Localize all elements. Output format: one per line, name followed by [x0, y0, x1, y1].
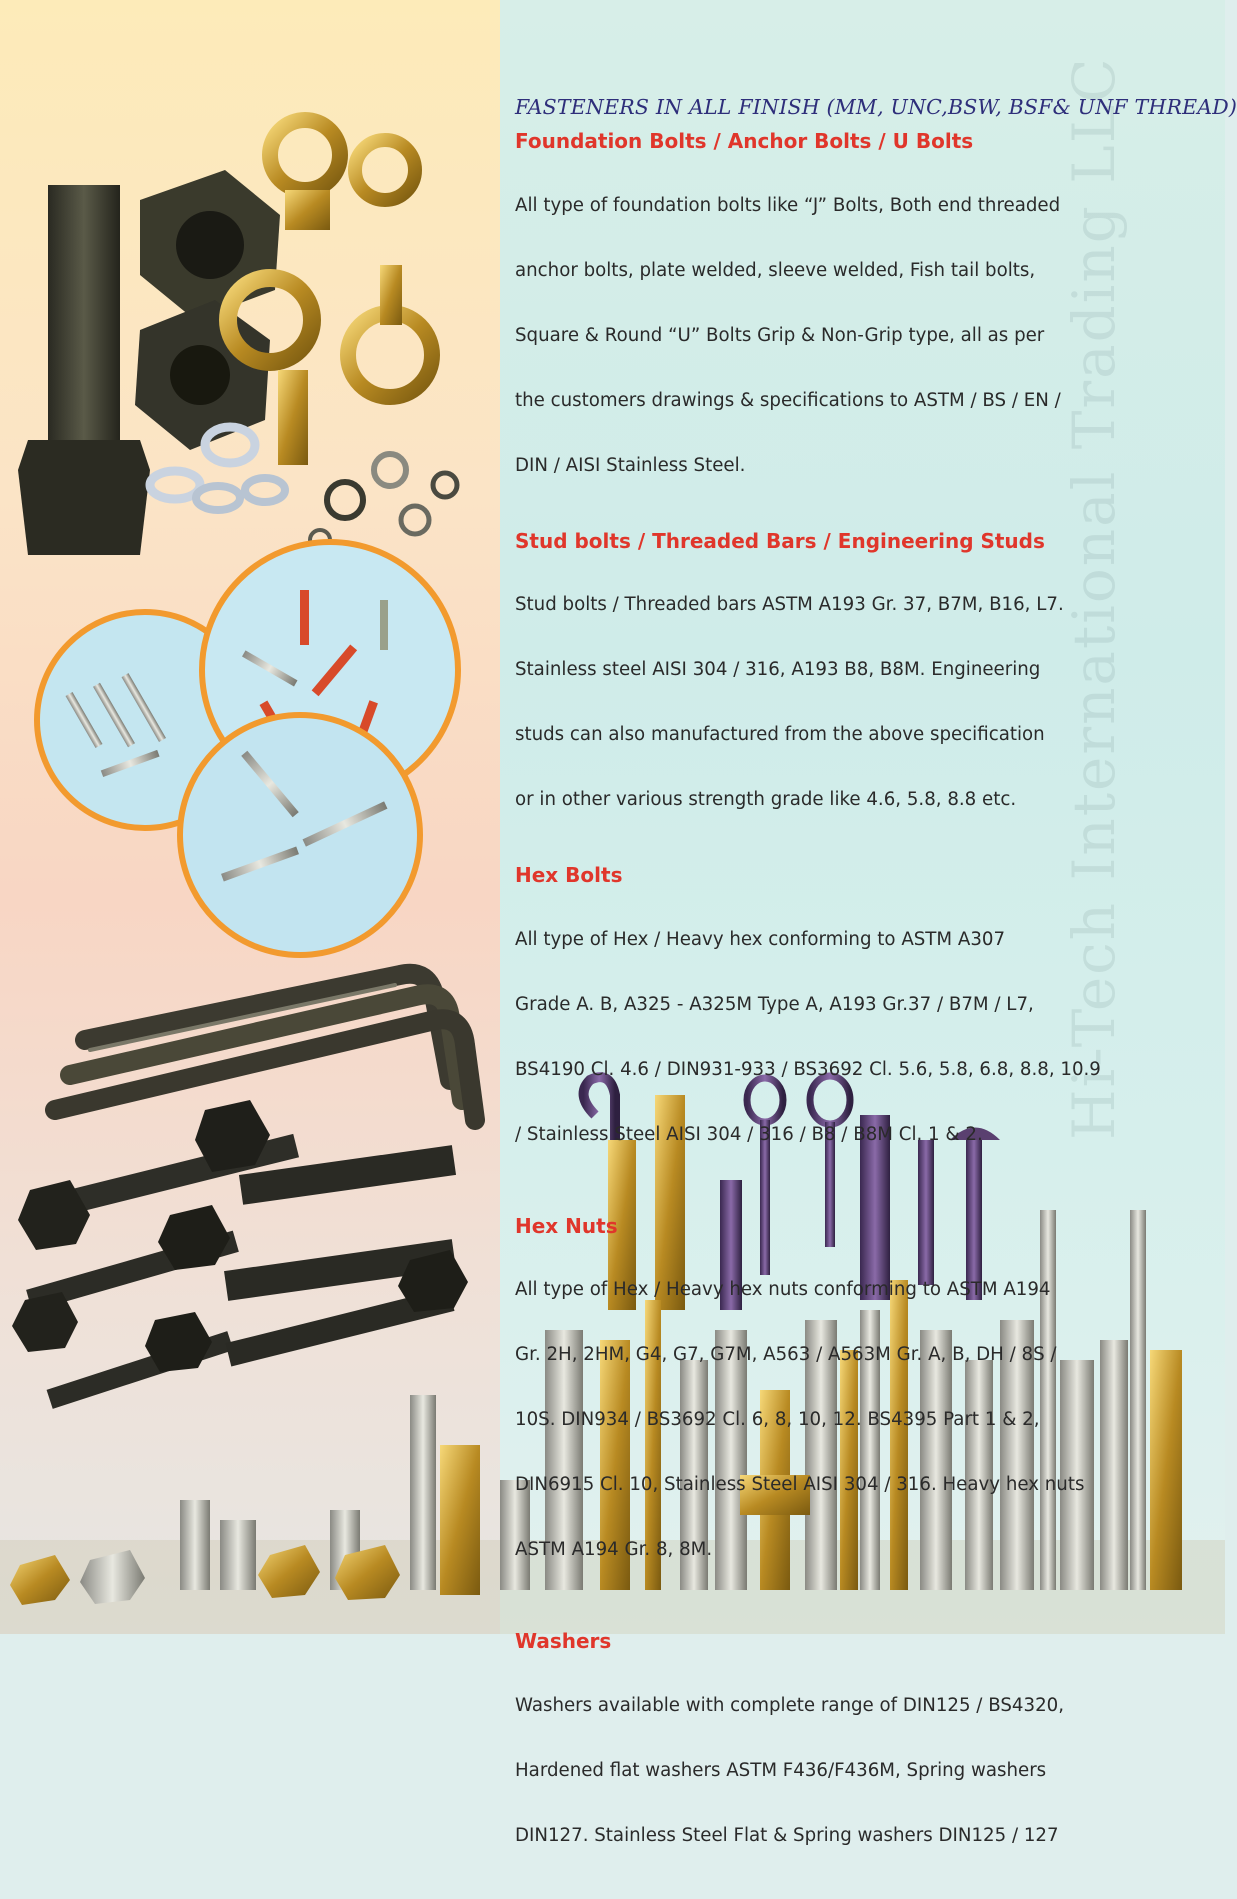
body-line: DIN6915 Cl. 10, Stainless Steel AISI 304 / 316. Heavy hex nuts	[515, 1474, 1085, 1495]
section-hex-nuts	[515, 1214, 1205, 1600]
section-title: Washers	[515, 1629, 612, 1653]
body-line: DIN127. Stainless Steel Flat & Spring washers DIN125 / 127	[515, 1824, 1059, 1846]
body-line: ASTM A194 Gr. 8, 8M.	[515, 1539, 713, 1560]
body-line: / Stainless Steel AISI 304 / 316 / B8 / B8M Cl. 1 & 2.	[515, 1123, 983, 1145]
section-title: Foundation Bolts / Anchor Bolts / U Bolts	[515, 129, 974, 153]
body-line: the customers drawings & specifications to ASTM / BS / EN /	[515, 389, 1061, 411]
section-body	[515, 891, 1205, 1184]
product-description	[515, 56, 1237, 1899]
page-heading: FASTENERS IN ALL FINISH (MM, UNC,BSW, BSF& UNF THREAD)	[515, 95, 1237, 119]
section-body	[515, 557, 1205, 850]
body-line: Grade A. B, A325 - A325M Type A, A193 Gr.37 / B7M / L7,	[515, 993, 1034, 1015]
section-foundation-bolts	[515, 129, 1205, 515]
section-body	[515, 157, 1205, 515]
body-line: Gr. 2H, 2HM, G4, G7, G7M, A563 / A563M Gr. A, B, DH / 8S /	[515, 1344, 1057, 1365]
hex-nut-image	[135, 170, 280, 450]
foundation-j-bolts-image	[55, 974, 475, 1120]
body-line: BS4190 Cl. 4.6 / DIN931-933 / BS3692 Cl. 5.6, 5.8, 6.8, 8.8, 10.9	[515, 1058, 1101, 1080]
body-line: Stud bolts / Threaded bars ASTM A193 Gr. 37, B7M, B16, L7.	[515, 594, 1064, 615]
screws-circle-bottom	[180, 715, 420, 955]
body-line: or in other various strength grade like 4.6, 5.8, 8.8 etc.	[515, 789, 1017, 810]
spacer	[515, 1613, 1205, 1629]
body-line: Square & Round “U” Bolts Grip & Non-Grip type, all as per	[515, 324, 1045, 346]
body-line: Hardened flat washers ASTM F436/F436M, Spring washers	[515, 1759, 1047, 1781]
section-title: Hex Nuts	[515, 1213, 618, 1238]
stud-bolts-image	[12, 1100, 468, 1409]
body-line: All type of foundation bolts like “J” Bolts, Both end threaded	[515, 194, 1061, 216]
body-line: 10S. DIN934 / BS3692 Cl. 6, 8, 10, 12. BS4395 Part 1 & 2,	[515, 1409, 1040, 1430]
body-line: All type of Hex / Heavy hex conforming to ASTM A307	[515, 928, 1006, 950]
body-line: All type of Hex / Heavy hex nuts conforming to ASTM A194	[515, 1279, 1051, 1300]
spacer	[515, 1198, 1205, 1214]
body-line: studs can also manufactured from the above specification	[515, 724, 1045, 745]
section-body	[515, 1657, 1205, 1885]
section-hex-bolts	[515, 863, 1205, 1184]
section-stud-bolts	[515, 529, 1205, 850]
body-line: DIN / AISI Stainless Steel.	[515, 454, 746, 476]
body-line: anchor bolts, plate welded, sleeve welded, Fish tail bolts,	[515, 259, 1036, 281]
section-washers	[515, 1629, 1205, 1885]
body-line: Washers available with complete range of DIN125 / BS4320,	[515, 1694, 1064, 1716]
body-line: Stainless steel AISI 304 / 316, A193 B8, B8M. Engineering	[515, 659, 1041, 680]
section-title: Stud bolts / Threaded Bars / Engineering Studs	[515, 528, 1045, 553]
company-watermark: Hi-Tech International Trading LLC	[1060, 56, 1128, 1140]
section-title: Hex Bolts	[515, 863, 623, 887]
hex-bolt-image	[18, 185, 150, 555]
section-body	[515, 1242, 1205, 1600]
